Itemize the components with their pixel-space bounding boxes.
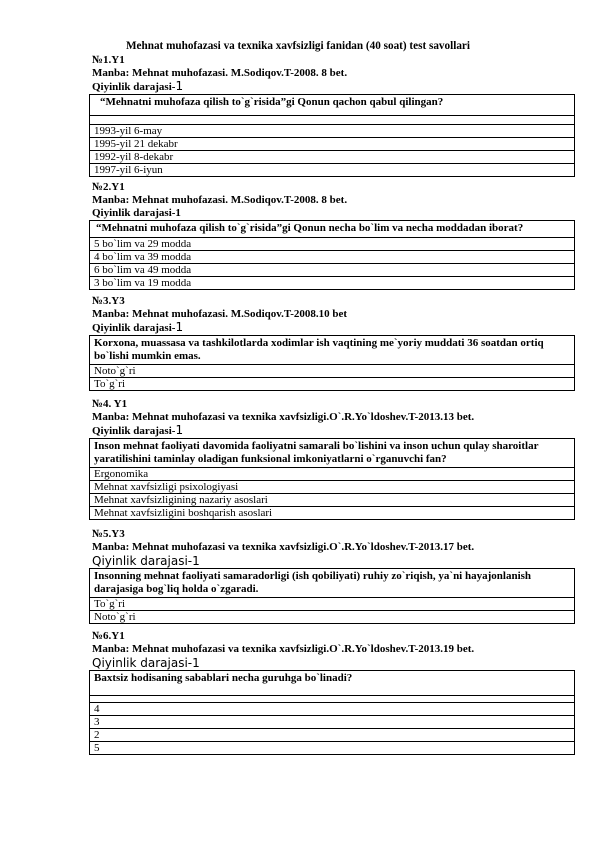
answer-option: 1992-yil 8-dekabr: [90, 151, 575, 164]
answer-option: To`g`ri: [90, 378, 575, 391]
document-title: Mehnat muhofazasi va texnika xavfsizligi fanidan (40 soat) test savollari: [125, 40, 470, 52]
difficulty-level: Qiyinlik darajasi-1: [92, 656, 200, 670]
answer-option: 4: [90, 703, 575, 716]
difficulty-level: Qiyinlik darajasi-1: [92, 554, 200, 568]
question-table: [89, 94, 575, 177]
difficulty-label: Qiyinlik darajasi-: [92, 322, 176, 334]
question-block-2: [92, 181, 576, 290]
question-block-4: [92, 398, 576, 520]
difficulty-value: 1: [175, 320, 184, 334]
question-block-5: [92, 528, 576, 624]
blank-row: [90, 116, 575, 125]
question-number: №2.Y1: [92, 181, 125, 193]
question-text: Insonning mehnat faoliyati samaradorligi (ish qobiliyati) ruhiy zo`riqish, ya`ni hayajonlanish darajasiga bog`liq holda o`zgaradi.: [90, 569, 575, 598]
question-table: [89, 335, 575, 391]
question-block-6: [92, 630, 576, 755]
question-source: Manba: Mehnat muhofazasi. M.Sodiqov.T-2008. 8 bet.: [92, 67, 348, 79]
answer-option: 1997-yil 6-iyun: [90, 164, 575, 177]
answer-option: 5: [90, 742, 575, 755]
question-text: “Mehnatni muhofaza qilish to`g`risida”gi Qonun necha bo`lim va necha moddadan iborat?: [90, 221, 575, 238]
answer-option: 4 bo`lim va 39 modda: [90, 251, 575, 264]
question-text: Korxona, muassasa va tashkilotlarda xodimlar ish vaqtining me`yoriy muddati 36 soatdan ortiq bo`lishi mumkin emas.: [90, 336, 575, 365]
question-table: [89, 220, 575, 290]
answer-option: 1995-yil 21 dekabr: [90, 138, 575, 151]
answer-option: 1993-yil 6-may: [90, 125, 575, 138]
answer-option: Noto`g`ri: [90, 365, 575, 378]
difficulty-label: Qiyinlik darajasi-: [92, 81, 176, 93]
answer-option: 3: [90, 716, 575, 729]
question-text: Inson mehnat faoliyati davomida faoliyatni samarali bo`lishini va inson uchun qulay sharoitlar yaratilishini taminlay oladigan funksional imkoniyatlarni o`rganuvchi fan?: [90, 439, 575, 468]
blank-row: [90, 696, 575, 703]
answer-option: Mehnat xavfsizligi psixologiyasi: [90, 481, 575, 494]
difficulty-level: Qiyinlik darajasi-1: [92, 207, 181, 219]
answer-option: 5 bo`lim va 29 modda: [90, 238, 575, 251]
difficulty-level: [92, 424, 576, 438]
difficulty-level: [92, 80, 576, 94]
answer-option: To`g`ri: [90, 598, 575, 611]
question-number: №1.Y1: [92, 54, 125, 66]
question-source: Manba: Mehnat muhofazasi va texnika xavfsizligi.O`.R.Yo`ldoshev.T-2013.19 bet.: [92, 643, 475, 655]
difficulty-label: Qiyinlik darajasi-: [92, 425, 176, 437]
question-text: Baxtsiz hodisaning sabablari necha guruhga bo`linadi?: [90, 671, 575, 696]
answer-option: Noto`g`ri: [90, 611, 575, 624]
answer-option: Mehnat xavfsizligini boshqarish asoslari: [90, 507, 575, 520]
question-block-1: [92, 54, 576, 177]
difficulty-value: 1: [175, 79, 184, 93]
question-source: Manba: Mehnat muhofazasi va texnika xavfsizligi.O`.R.Yo`ldoshev.T-2013.13 bet.: [92, 411, 475, 423]
question-block-3: [92, 295, 576, 391]
question-number: №6.Y1: [92, 630, 125, 642]
answer-option: 6 bo`lim va 49 modda: [90, 264, 575, 277]
question-source: Manba: Mehnat muhofazasi va texnika xavfsizligi.O`.R.Yo`ldoshev.T-2013.17 bet.: [92, 541, 475, 553]
question-table: [89, 670, 575, 755]
question-number: №3.Y3: [92, 295, 125, 307]
answer-option: Mehnat xavfsizligining nazariy asoslari: [90, 494, 575, 507]
question-text: “Mehnatni muhofaza qilish to`g`risida”gi Qonun qachon qabul qilingan?: [90, 95, 575, 116]
difficulty-level: [92, 321, 576, 335]
answer-option: 2: [90, 729, 575, 742]
answer-option: 3 bo`lim va 19 modda: [90, 277, 575, 290]
question-source: Manba: Mehnat muhofazasi. M.Sodiqov.T-2008. 8 bet.: [92, 194, 348, 206]
question-table: [89, 438, 575, 520]
question-source: Manba: Mehnat muhofazasi. M.Sodiqov.T-2008.10 bet: [92, 308, 348, 320]
difficulty-value: 1: [175, 423, 184, 437]
answer-option: Ergonomika: [90, 468, 575, 481]
question-number: №5.Y3: [92, 528, 125, 540]
question-table: [89, 568, 575, 624]
question-number: №4. Y1: [92, 398, 128, 410]
